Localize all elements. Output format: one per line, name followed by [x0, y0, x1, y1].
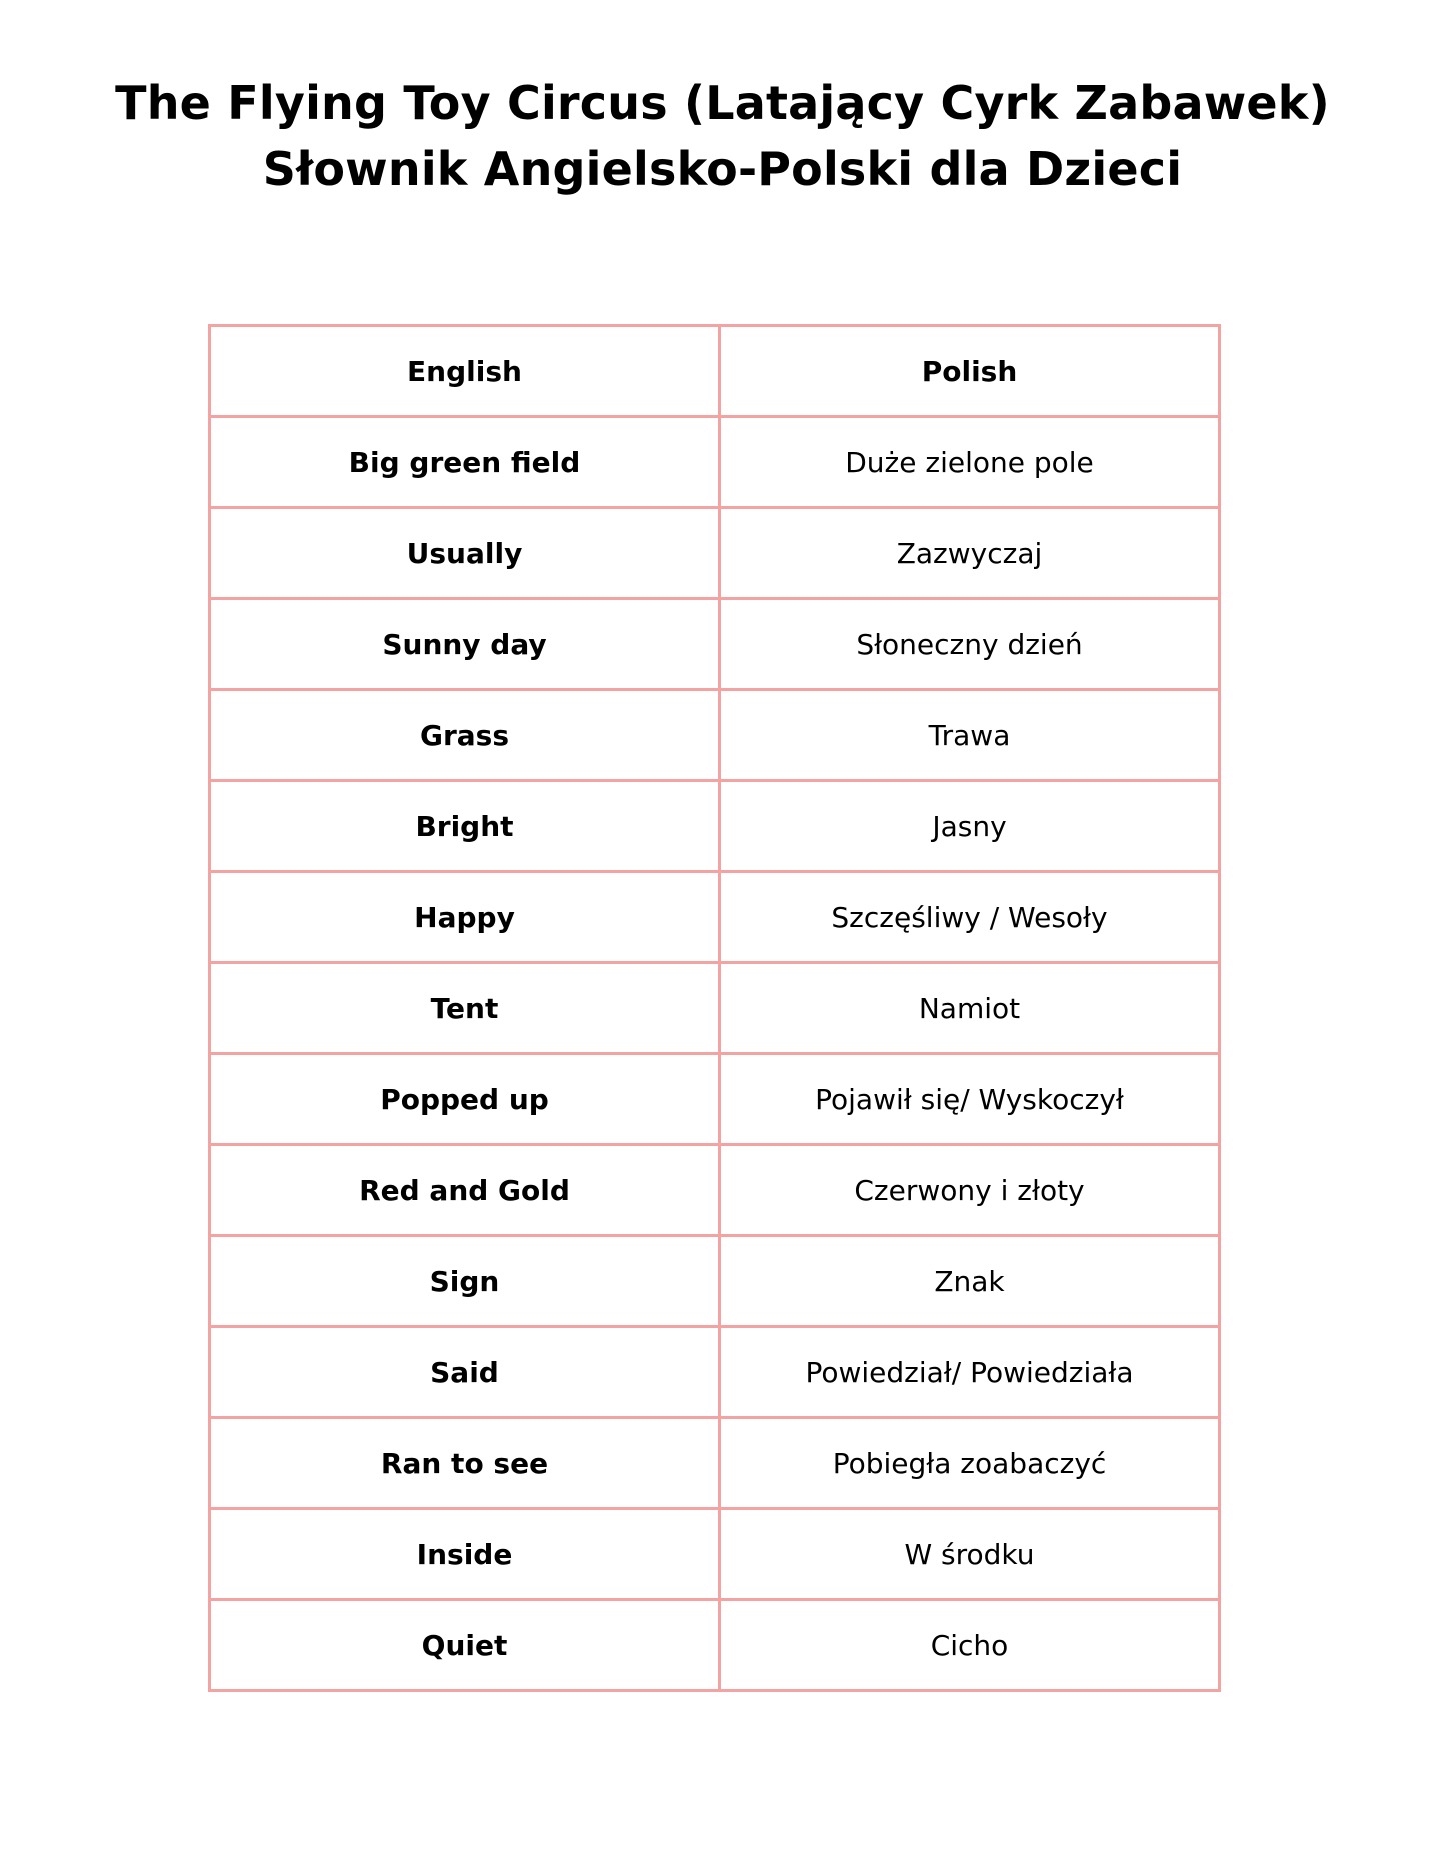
polish-word: Znak — [720, 1236, 1220, 1327]
table-row — [210, 1418, 1220, 1509]
english-word: Usually — [210, 508, 720, 599]
table-row — [210, 1509, 1220, 1600]
polish-word: Namiot — [720, 963, 1220, 1054]
polish-word: Trawa — [720, 690, 1220, 781]
page-title — [0, 70, 1445, 202]
polish-word: Jasny — [720, 781, 1220, 872]
english-word: Sign — [210, 1236, 720, 1327]
english-word: Happy — [210, 872, 720, 963]
column-header-polish: Polish — [720, 326, 1220, 417]
english-word: Quiet — [210, 1600, 720, 1691]
polish-word: Czerwony i złoty — [720, 1145, 1220, 1236]
vocabulary-table — [208, 324, 1221, 1692]
english-word: Grass — [210, 690, 720, 781]
english-word: Ran to see — [210, 1418, 720, 1509]
polish-word: W środku — [720, 1509, 1220, 1600]
title-line-1: The Flying Toy Circus (Latający Cyrk Zabawek) — [115, 76, 1330, 130]
polish-word: Zazwyczaj — [720, 508, 1220, 599]
english-word: Red and Gold — [210, 1145, 720, 1236]
table-row — [210, 1236, 1220, 1327]
polish-word: Słoneczny dzień — [720, 599, 1220, 690]
english-word: Big green field — [210, 417, 720, 508]
english-word: Sunny day — [210, 599, 720, 690]
table-row — [210, 963, 1220, 1054]
column-header-english: English — [210, 326, 720, 417]
table-row — [210, 690, 1220, 781]
english-word: Tent — [210, 963, 720, 1054]
polish-word: Pobiegła zoabaczyć — [720, 1418, 1220, 1509]
table-row — [210, 1327, 1220, 1418]
table-row — [210, 1054, 1220, 1145]
english-word: Bright — [210, 781, 720, 872]
table-row — [210, 781, 1220, 872]
english-word: Inside — [210, 1509, 720, 1600]
english-word: Popped up — [210, 1054, 720, 1145]
table-row — [210, 417, 1220, 508]
polish-word: Pojawił się/ Wyskoczył — [720, 1054, 1220, 1145]
english-word: Said — [210, 1327, 720, 1418]
table-row — [210, 599, 1220, 690]
table-row — [210, 1145, 1220, 1236]
polish-word: Duże zielone pole — [720, 417, 1220, 508]
table-row — [210, 508, 1220, 599]
polish-word: Cicho — [720, 1600, 1220, 1691]
table-header-row — [210, 326, 1220, 417]
polish-word: Powiedział/ Powiedziała — [720, 1327, 1220, 1418]
table-row — [210, 872, 1220, 963]
title-line-2: Słownik Angielsko-Polski dla Dzieci — [262, 142, 1183, 196]
table-row — [210, 1600, 1220, 1691]
polish-word: Szczęśliwy / Wesoły — [720, 872, 1220, 963]
